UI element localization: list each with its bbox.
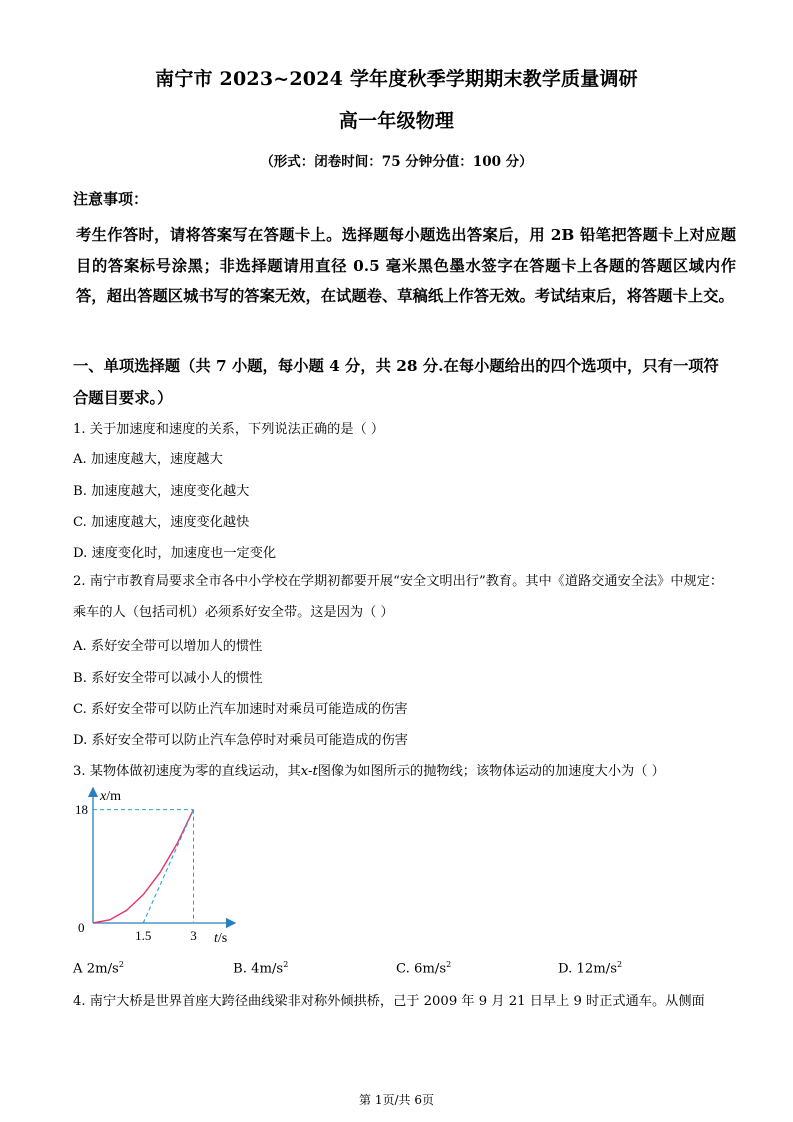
q1-option-a: A. 加速度越大，速度越大	[73, 452, 223, 467]
question-4-stem: 4. 南宁大桥是世界首座大跨径曲线梁非对称外倾拱桥，己于 2009 年 9 月 21 日早上 9 时正式通车。从侧面	[73, 994, 705, 1009]
q3-option-a: A $2m/s^2$	[73, 960, 124, 977]
q3-option-d: D. $12m/s^2$	[558, 960, 623, 977]
x-axis-label: t/s	[214, 931, 228, 946]
exam-title: 南宁市 2023~2024 学年度秋季学期期末教学质量调研	[155, 68, 638, 90]
q2-option-a: A. 系好安全带可以增加人的惯性	[73, 639, 263, 654]
y-tick-label-18: 18	[75, 802, 88, 817]
exam-format: （形式：闭卷时间：75 分钟分值：100 分）	[260, 154, 533, 170]
series-tangent-line	[143, 810, 193, 923]
q1-option-d: D. 速度变化时，加速度也一定变化	[73, 546, 277, 561]
series-parabola	[93, 810, 194, 923]
q2-option-b: B. 系好安全带可以减小人的惯性	[73, 671, 263, 686]
q3-stem-part-a: 3. 某物体做初速度为零的直线运动，其	[73, 764, 301, 779]
q2-option-d: D. 系好安全带可以防止汽车急停时对乘员可能造成的伤害	[73, 733, 408, 748]
exam-subtitle: 高一年级物理	[338, 110, 455, 132]
q1-option-b: B. 加速度越大，速度变化越大	[73, 484, 250, 499]
q3-option-b: B. $4m/s^2$	[233, 960, 289, 977]
q2-option-c: C. 系好安全带可以防止汽车加速时对乘员可能造成的伤害	[73, 702, 408, 717]
q3-stem-variable: x-t	[300, 764, 318, 779]
section-heading: 一、单项选择题（共 7 小题，每小题 4 分，共 28 分.在每小题给出的四个选项中，只有一项符合题目要求。）	[73, 357, 719, 407]
q1-option-c: C. 加速度越大，速度变化越快	[73, 515, 250, 530]
question-2-stem: 2. 南宁市教育局要求全市各中小学校在学期初都要开展“安全文明出行”教育。其中《道路交通安全法》中规定：乘车的人（包括司机）必须系好安全带。这是因为（ ）	[73, 574, 724, 620]
question-1-stem: 1. 关于加速度和速度的关系，下列说法正确的是（ ）	[73, 422, 385, 437]
page-number: 第 1页/共 6页	[359, 1093, 434, 1107]
q3-stem-part-b: 图像为如图所示的抛物线；该物体运动的加速度大小为（ ）	[317, 764, 665, 779]
xt-graph	[72, 783, 242, 948]
notice-body: 考生作答时，请将答案写在答题卡上。选择题每小题选出答案后，用 2B 铅笔把答题卡上对应题目的答案标号涂黑；非选择题请用直径 0.5 毫米黑色墨水签字在答题卡上各题的答题区域内作答，超出答题区城书写的答案无效，在试题卷、草稿纸上作答无效。考试结束后，将答题卡上交。	[76, 226, 736, 305]
question-3-stem	[73, 760, 665, 779]
y-axis-label: x/m	[100, 789, 121, 804]
x-tick-label-3: 3	[190, 928, 197, 943]
x-tick-label-1-5: 1.5	[135, 928, 152, 943]
notice-heading: 注意事项：	[73, 190, 149, 208]
q3-option-c: C. $6m/s^2$	[396, 960, 452, 977]
origin-label: 0	[78, 920, 85, 935]
